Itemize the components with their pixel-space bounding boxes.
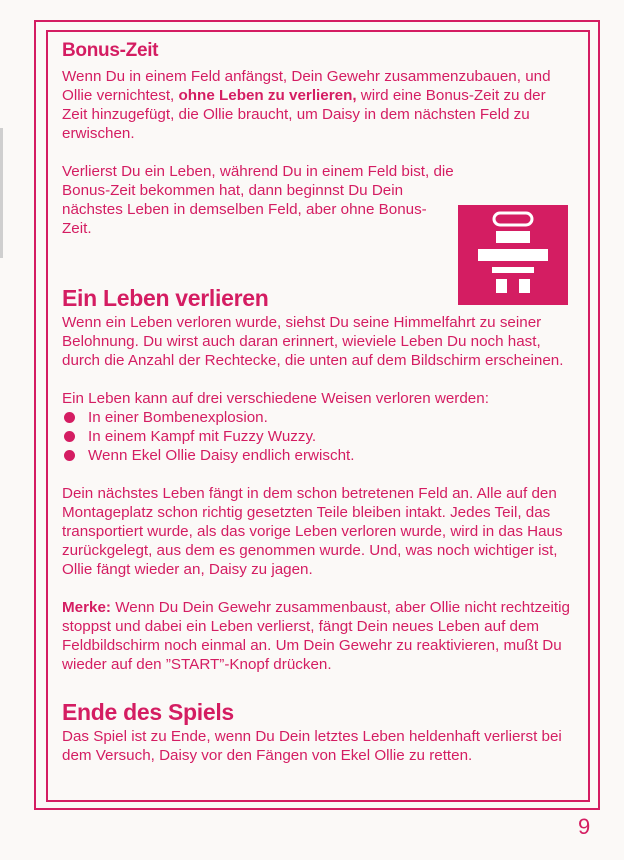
page-edge-shadow [0, 128, 3, 258]
bullet-icon [64, 412, 75, 423]
bullet-icon [64, 450, 75, 461]
page-number: 9 [578, 814, 591, 839]
life-paragraph-3: Dein nächstes Leben fängt in dem schon betretenen Feld an. Alle auf den Montageplatz schon richtig gesetzten Teile bleiben intakt. Jedes Teil, das transportiert wurde, als das vorige Leben verloren wurde, wird in das Haus zurückgelegt, aus dem es genommen wurde. Und, was noch wichtiger ist, Ollie fängt wieder an, Daisy zu jagen. [62, 485, 563, 578]
life-paragraph-1: Wenn ein Leben verloren wurde, siehst Du seine Himmelfahrt zu seiner Belohnung. Du wirst auch daran erinnert, wieviele Leben Du noch hast, durch die Anzahl der Rechtecke, die unten auf dem Bildschirm erscheinen. [62, 314, 564, 369]
merke-note: Merke: Wenn Du Dein Gewehr zusammenbaust, aber Ollie nicht rechtzeitig stoppst und dabei ein Leben verlierst, fängt Dein neues Leben auf dem Feldbildschirm noch einmal an. Um Dein Gewehr zu reaktivieren, mußt Du wieder auf den ”START”-Knopf drücken. [62, 599, 570, 673]
end-paragraph: Das Spiel ist zu Ende, wenn Du Dein letztes Leben heldenhaft verlierst bei dem Versuch, Daisy vor den Fängen von Ekel Ollie zu retten. [62, 728, 562, 764]
life-bullet-list [62, 408, 572, 465]
life-paragraph-2: Ein Leben kann auf drei verschiedene Weisen verloren werden: [62, 390, 489, 407]
page-content [62, 40, 572, 765]
bonus-paragraph-2: Verlierst Du ein Leben, während Du in einem Feld bist, die Bonus-Zeit bekommen hat, dann beginnst Du Dein nächstes Leben in demselben Feld, aber ohne Bonus-Zeit. [62, 163, 454, 237]
bonus-paragraph-1: Wenn Du in einem Feld anfängst, Dein Gewehr zusammenzubauen, und Ollie vernichtest, ohne Leben zu verlieren, wird eine Bonus-Zeit zu der Zeit hinzugefügt, die Ollie braucht, um Daisy in dem nächsten Feld zu erwischen. [62, 68, 551, 142]
list-item: Wenn Ekel Ollie Daisy endlich erwischt. [62, 446, 572, 465]
heading-ende-des-spiels: Ende des Spiels [62, 699, 234, 725]
merke-label: Merke: [62, 599, 111, 616]
list-item: In einer Bombenexplosion. [62, 408, 572, 427]
bullet-icon [64, 431, 75, 442]
heading-ein-leben-verlieren: Ein Leben verlieren [62, 285, 269, 311]
heading-bonus-zeit: Bonus-Zeit [62, 40, 159, 61]
list-item: In einem Kampf mit Fuzzy Wuzzy. [62, 427, 572, 446]
